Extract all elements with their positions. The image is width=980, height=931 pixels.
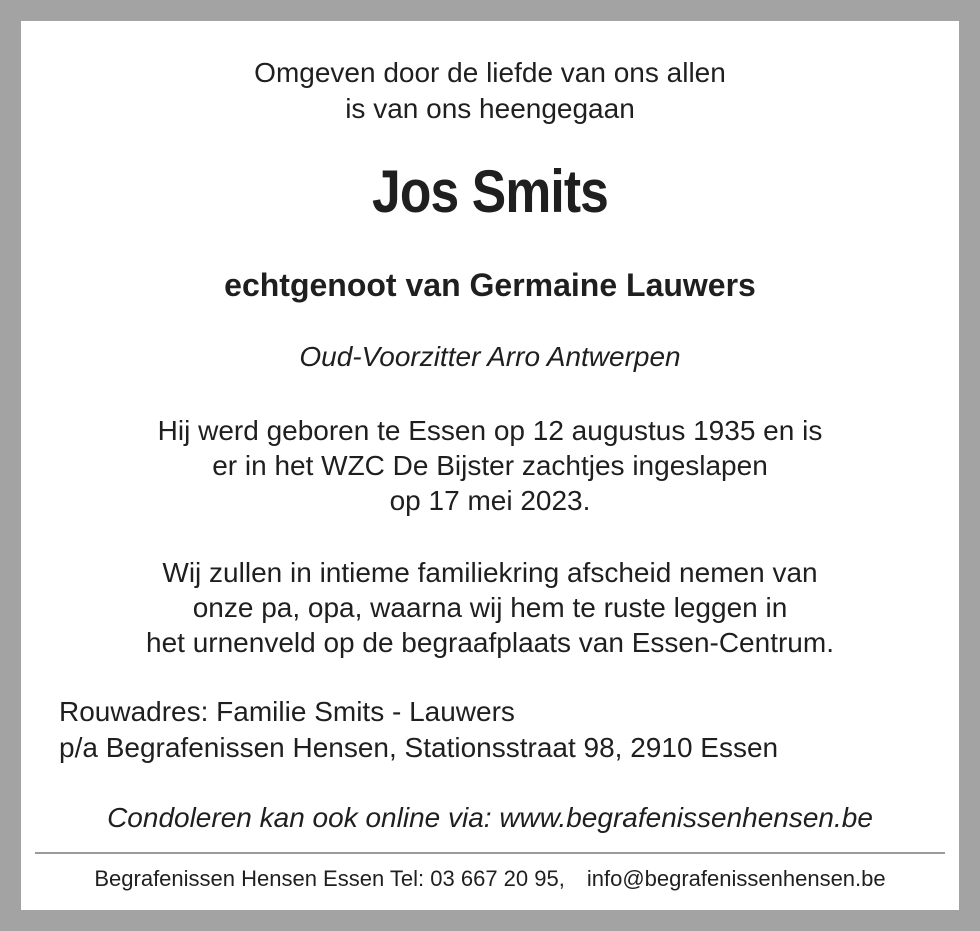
mourning-address-line-2: p/a Begrafenissen Hensen, Stationsstraat 98, 2910 Essen — [59, 732, 779, 763]
obituary-card — [21, 21, 959, 910]
role-line: Oud-Voorzitter Arro Antwerpen — [299, 341, 681, 372]
funeral-text — [21, 555, 959, 660]
footer — [21, 865, 959, 893]
condolence-line: Condoleren kan ook online via: www.begrafenissenhensen.be — [107, 802, 873, 833]
birth-death-line-3: op 17 mei 2023. — [389, 485, 591, 516]
intro-text — [21, 55, 959, 127]
mourning-address — [59, 694, 959, 766]
footer-company-phone: Begrafenissen Hensen Essen Tel: 03 667 20 95, — [94, 866, 565, 891]
birth-death-text — [21, 413, 959, 518]
mourning-address-line-1: Rouwadres: Familie Smits - Lauwers — [59, 696, 515, 727]
spouse-line: echtgenoot van Germaine Lauwers — [224, 267, 756, 303]
funeral-line-3: het urnenveld op de begraafplaats van Essen-Centrum. — [146, 627, 834, 658]
footer-email: info@begrafenissenhensen.be — [586, 866, 886, 891]
footer-divider — [35, 852, 945, 854]
funeral-line-2: onze pa, opa, waarna wij hem te ruste leggen in — [192, 592, 788, 623]
birth-death-line-1: Hij werd geboren te Essen op 12 augustus 1935 en is — [157, 415, 823, 446]
birth-death-line-2: er in het WZC De Bijster zachtjes ingeslapen — [212, 450, 768, 481]
funeral-line-1: Wij zullen in intieme familiekring afscheid nemen van — [162, 557, 818, 588]
deceased-name: Jos Smits — [371, 158, 609, 225]
intro-line-2: is van ons heengegaan — [345, 93, 635, 124]
intro-line-1: Omgeven door de liefde van ons allen — [254, 57, 726, 88]
